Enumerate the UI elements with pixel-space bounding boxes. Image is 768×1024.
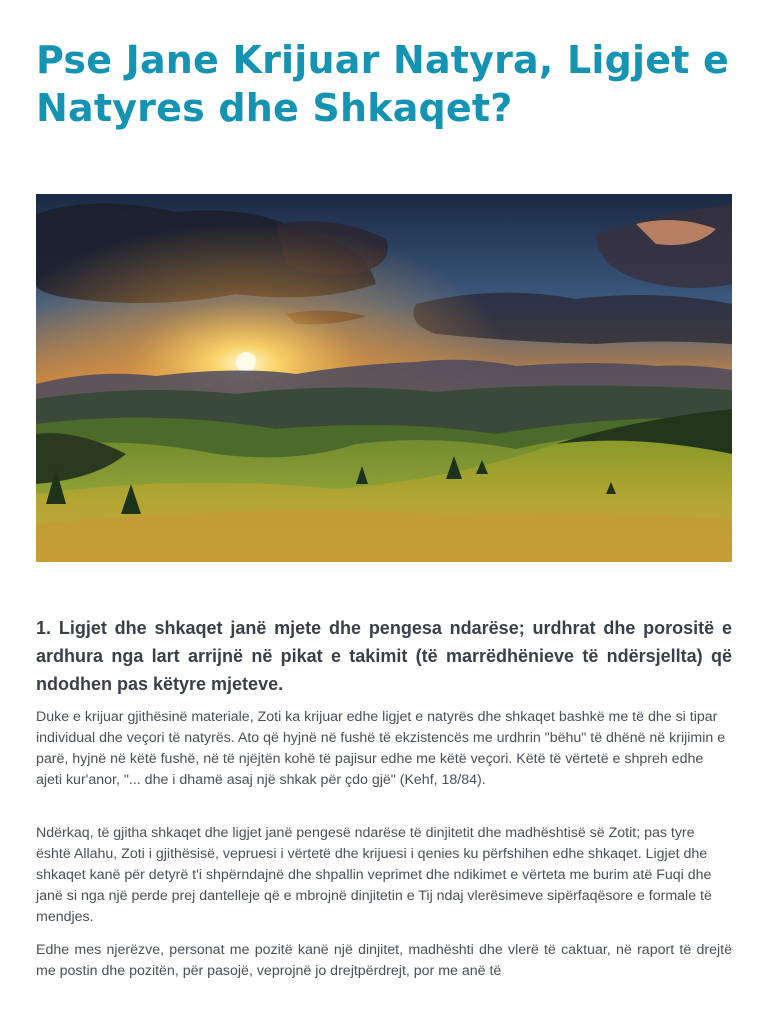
hero-image-sunset-landscape <box>36 194 732 562</box>
paragraph: Ndërkaq, të gjitha shkaqet dhe ligjet janë pengesë ndarëse të dinjitetit dhe madhështisë së Zotit; pas tyre është Allahu, Zoti i gjithësisë, vepruesi i vërtetë dhe krijuesi i qenies ku përfshihen edhe shkaqet. Ligjet dhe shkaqet kanë për detyrë t'i shpërndajnë dhe shpallin veprimet dhe ndikimet e vërteta me burim atë Fuqi dhe janë si nga një perde prej dantelleje që e mbrojnë dinjitetin e Tij ndaj vlerësimeve sipërfaqësore e formale të mendjes. <box>36 825 712 925</box>
paragraph: Edhe mes njerëzve, personat me pozitë kanë një dinjitet, madhështi dhe vlerë të caktuar, në raport të drejtë me postin dhe pozitën, për pasojë, veprojnë jo drejtpërdrejt, por me anë të <box>36 942 732 979</box>
page-title: Pse Jane Krijuar Natyra, Ligjet e Natyres dhe Shkaqet? <box>36 38 729 130</box>
section-heading: 1. Ligjet dhe shkaqet janë mjete dhe pengesa ndarëse; urdhrat dhe porositë e ardhura nga lart arrijnë në pikat e takimit (të marrëdhënieve të ndërsjellta) që ndodhen pas këtyre mjeteve. <box>36 618 732 694</box>
paragraph: Duke e krijuar gjithësinë materiale, Zoti ka krijuar edhe ligjet e natyrës dhe shkaqet bashkë me të dhe si tipar individual dhe veçori të natyrës. Ato që hyjnë në fushë të ekzistencës me urdhrin "bëhu" të dhënë në krijimin e parë, hyjnë në këtë fushë, në të njëjtën kohë të pajisur edhe me këtë veçori. Këtë të vërtetë e shpreh edhe ajeti kur'anor, "... dhe i dhamë asaj një shkak për çdo gjë" (Kehf, 18/84). <box>36 709 726 788</box>
